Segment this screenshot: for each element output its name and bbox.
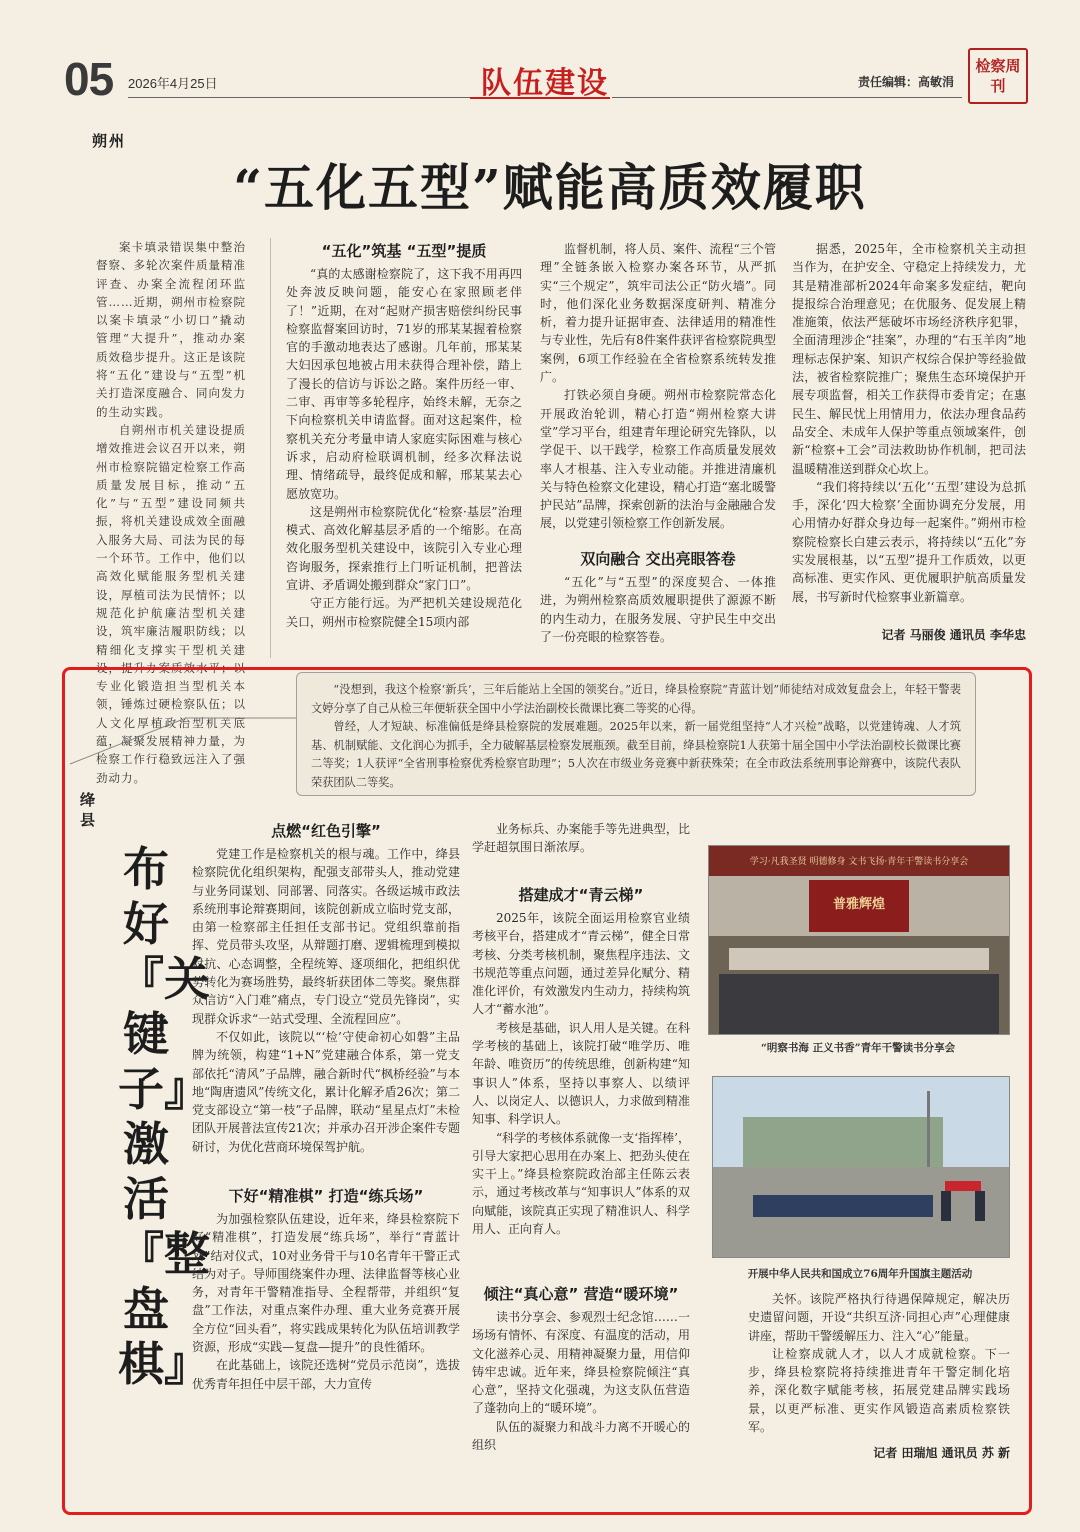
article1-col3b-body <box>540 573 776 649</box>
article1-subhead-2: 双向融合 交出亮眼答卷 <box>580 550 736 568</box>
photo1-caption: “明察书海 正义书香”青年干警读书分享会 <box>760 1042 956 1054</box>
decorative-corner-line <box>66 668 298 768</box>
paragraph: “我们将持续以‘五化’‘五型’建设为总抓手，深化‘四大检察’全面协调充分发展，用心用情办好群众身边每一起案件。”朔州市检察院检察长白建云表示，将持续以“五化”夯实发展根基，以“五型”提升工作质效，以更高标准、更实作风、更优履职护航高质量发展，书写新时代检察事业新篇章。 <box>792 479 1026 604</box>
article2-col2 <box>472 820 690 1472</box>
article2-subhead-4: 倾注“真心意” 营造“暖环境” <box>483 1285 679 1303</box>
paragraph: 关怀。该院严格执行待遇保障规定，解决历史遗留问题，开设“共织互济·同担心声”心理健康讲座，帮助干警缓解压力、注入“心”能量。 <box>748 1292 1010 1343</box>
article2-col2-top <box>472 820 690 874</box>
responsible-editor: 责任编辑：高敏涓 <box>858 75 955 89</box>
article2-col1b-body <box>192 1210 460 1478</box>
article2-subhead-3: 搭建成才“青云梯” <box>518 886 644 904</box>
paragraph: 考核是基础，识人用人是关键。在科学考核的基础上，该院打破“唯学历、唯年龄、唯资历”的传统思维，创新构建“知事识人”体系，坚持以事察人、以绩评人、以岗定人、以德识人，力求做到精准知事、科学识人。 <box>472 1020 690 1127</box>
paragraph: 让检察成就人才，以人才成就检察。下一步，绛县检察院将持续推进青年干警定制化培养，深化数字赋能考核，拓展党建品牌实践场景，以更严标准、更实作风锻造高素质检察铁军。 <box>748 1346 1010 1435</box>
article2-col1-body <box>192 845 460 1175</box>
article1-col3 <box>540 240 776 649</box>
paragraph: 守正方能行远。为严把机关建设规范化关口，朔州市检察院健全15项内部 <box>286 596 522 629</box>
article1-intro <box>96 238 246 785</box>
paragraph: “五化”与“五型”的深度契合、一体推进，为朔州检察高质效履职提供了源源不断的内生动力，在服务发展、守护民生中交出了一份亮眼的检察答卷。 <box>540 575 776 644</box>
article2-col2b-body <box>472 1308 690 1472</box>
article1-col2 <box>286 240 522 657</box>
flag-raising-photo <box>712 1076 1010 1258</box>
article1-headline: “五化五型”赋能高质效履职 <box>233 158 867 217</box>
paragraph: 这是朔州市检察院优化“检察·基层”治理模式、高效化解基层矛盾的一个缩影。在高效化服务型机关建设中，该院引入专业心理咨询服务，探索推行上门听证机制，把普法宣讲、矛盾调处搬到群众“家门口”。 <box>286 504 522 593</box>
article2-headline: 布好『关键子』激活『整盘棋』 <box>118 842 210 1391</box>
lead-paragraph: 曾经，人才短缺、标准偏低是绛县检察院的发展难题。2025年以来，新一届党组坚持“人才兴检”战略，以党建铸魂、人才筑基、机制赋能、文化润心为抓手，全力破解基层检察发展瓶颈。截至目前，绛县检察院1人获第十届全国中小学法治副校长微课比赛二等奖；1人获评“全省刑事检察优秀检察官助理”；5人次在市级业务竞赛中新获殊荣；在全市政法系统刑事论辩赛中，该院代表队荣获团队二等奖。 <box>311 720 961 789</box>
paragraph: 不仅如此，该院以“‘检’守使命初心如磐”主品牌为统领，构建“1+N”党建融合体系，第一党支部依托“清风”子品牌，融合新时代“枫桥经验”与本地“陶唐遗风”传统文化，累计化解矛盾26次；第二党支部设立“第一枝”子品牌，联动“星星点灯”未检团队开展普法宣传21次；并承办召开涉企案件专题研讨，为优化营商环境保驾护航。 <box>192 1029 460 1154</box>
paragraph: “科学的考核体系就像一支‘指挥棒’，引导大家把心思用在办案上、把劲头使在实干上。”绛县检察院政治部主任陈云表示，通过考核改革与“知事识人”体系的双向赋能，该院真正实现了精准识人、科学用人、正向育人。 <box>472 1130 690 1237</box>
article2-lead-box <box>296 672 976 796</box>
page-number: 05 <box>64 53 114 105</box>
reading-session-photo <box>708 845 1010 1035</box>
article1-col4 <box>792 240 1026 643</box>
paragraph: 监督机制，将人员、案件、流程“三个管理”全链条嵌入检察办案各环节，从严抓实“三个规定”，筑牢司法公正“防火墙”。同时，他们深化业务数据深度研判、精准分析，着力提升证据审查、法律适用的精准性与专业性，先后有8件案件获评省检察院典型案例，6项工作经验在全省检察系统转发推广。 <box>540 242 776 385</box>
paragraph: 读书分享会、参观烈士纪念馆……一场场有情怀、有深度、有温度的活动，用文化滋养心灵、用精神凝聚力量，用信仰铸牢忠诚。近年来，绛县检察院倾注“真心意”，坚持文化强魂，为这支队伍营造了蓬勃向上的“暖环境”。 <box>472 1310 690 1416</box>
paragraph: 在此基础上，该院还选树“党员示范岗”，选拔优秀青年担任中层干部，大力宣传 <box>192 1358 460 1391</box>
paragraph: 打铁必须自身硬。朔州市检察院常态化开展政治轮训，精心打造“朔州检察大讲堂”学习平台，组建青年理论研究先锋队，以学促干、以干践学，检察工作高质量发展效率人才根基、注入专业动能。并推进清廉机关与特色检察文化建设，精心打造“塞北暖警护民站”品牌，探索创新的法治与金融融合发展，以党建引领检察工作创新发展。 <box>540 388 776 531</box>
section-title: 队伍建设 <box>481 66 609 101</box>
article2-subhead-2: 下好“精准棋” 打造“练兵场” <box>228 1187 424 1205</box>
article1-byline: 记者 马丽俊 通讯员 李华忠 <box>881 628 1026 642</box>
article2-col3-body <box>748 1290 1010 1436</box>
paragraph: 队伍的凝聚力和战斗力离不开暖心的组织 <box>472 1419 690 1453</box>
article1-col2-body <box>286 265 522 657</box>
flag-raising-scene <box>713 1077 1009 1257</box>
paragraph: 2025年，该院全面运用检察官业绩考核平台，搭建成才“青云梯”，健全日常考核、分类考核机制，聚焦程序违法、文书规范等重点问题，通过差异化赋分、精准化评价，有效激发内生动力，持续构筑人才“蓄水池”。 <box>472 911 690 1017</box>
article2-col3 <box>748 1290 1010 1461</box>
photo-banner: 学习·凡我圣贤 明德修身 文书飞扬·青年干警读书分享会 <box>749 857 969 867</box>
article2-byline: 记者 田瑞旭 通讯员 苏 新 <box>873 1446 1010 1460</box>
photo-screen-text: 普雅辉煌 <box>832 897 886 912</box>
article2-subhead-1: 点燃“红色引擎” <box>271 822 381 840</box>
paragraph: 据悉，2025年，全市检察机关主动担当作为，在护安全、守稳定上持续发力，尤其是精准部析2024年命案多发症结，靶向提报综合治理意见；在优服务、促发展上精准施策，依法严惩破坏市场经济秩序犯罪，全面清理涉企“挂案”，办理的“右玉羊肉”地理标志保护案、知识产权综合保护等经验做法，被省检察院推广；聚焦生态环境保护开展专项监督，相关工作获得市委肯定；在惠民生、解民忧上用情用力，依法办理食品药品安全、未成年人保护等重点领域案件，创新“检察+工会”司法救助协作机制，把司法温暖精准送到群众心坎上。 <box>792 242 1026 476</box>
publication-seal: 检察周刊 <box>968 48 1028 104</box>
article2-col1 <box>192 820 460 1478</box>
paragraph: 党建工作是检察机关的根与魂。工作中，绛县检察院优化组织架构，配强支部带头人，推动党建与业务同谋划、同部署、同落实。各级运城市政法系统刑事论辩赛期间，该院创新成立临时党支部，由第一检察部主任担任支部书记。党组织靠前指挥、党员带头攻坚，从辩题打磨、逻辑梳理到模拟对抗、心态调整，全程统筹、逐项细化，把组织优势转化为赛场胜势，最终斩获团体二等奖。聚焦群众信访“入门难”痛点，专门设立“党员先锋岗”，实现群众诉求“一站式受理、全流程回应”。 <box>192 847 460 1026</box>
photo2-caption: 开展中华人民共和国成立76周年升国旗主题活动 <box>747 1268 973 1280</box>
paragraph: 业务标兵、办案能手等先进典型，比学赶超氛围日渐浓厚。 <box>472 822 690 855</box>
column-divider <box>270 238 271 658</box>
issue-date: 2026年4月25日 <box>128 76 218 91</box>
article1-location: 朔州 <box>92 132 127 150</box>
masthead-rule-left <box>128 97 470 98</box>
article1-intro-p2: 自朔州市机关建设提质增效推进会议召开以来，朔州市检察院锚定检察工作高质量发展目标，推动“五化”与“五型”建设同频共振，将机关建设成效全面融入服务大局、司法为民的每一个环节。工作中，他们以高效化赋能服务型机关建设，厚植司法为民情怀；以规范化护航廉洁型机关建设，筑牢廉洁履职防线；以精细化支撑实干型机关建设，提升办案质效水平；以专业化锻造担当型机关本领，锤炼过硬检察队伍；以人文化厚植政治型机关底蕴，凝聚发展精神力量，为检察工作行稳致远注入了强劲动力。 <box>96 422 246 785</box>
article2-col2-body <box>472 909 690 1271</box>
article1-intro-p1: 案卡填录错误集中整治督察、多轮次案件质量精准评查、办案全流程闭环监管……近期，朔州市检察院以案卡填录“小切口”撬动管理“大提升”，推动办案质效稳步提升。这正是该院将“五化”建设与“五型”机关打造深度融合、同向发力的生动实践。 <box>96 240 246 419</box>
paragraph: 为加强检察队伍建设，近年来，绛县检察院下好“精准棋”，打造发展“练兵场”，举行“青蓝计划”结对仪式，10对业务骨干与10名青年干警正式结为对子。导师围绕案件办理、法律监督等核心业务，对青年干警精准指导、全程帮带，并组织“复盘”工作法，对重点案件办理、重大业务竞赛开展全方位“回头看”，将实践成果转化为队伍培训教学资源，形成“实践—复盘—提升”的良性循环。 <box>192 1212 460 1355</box>
masthead-rule-right <box>612 97 962 98</box>
lead-paragraph: “没想到，我这个检察‘新兵’，三年后能站上全国的领奖台。”近日，绛县检察院“青蓝计划”师徒结对成效复盘会上，年轻干警裴文婷分享了自己从检三年便斩获全国中小学法治副校长微课比赛二等奖的心得。 <box>311 683 961 715</box>
reading-session-scene <box>709 846 1009 1034</box>
article1-subhead-1: “五化”筑基 “五型”提质 <box>321 242 487 260</box>
paragraph: “真的太感谢检察院了，这下我不用再四处奔波反映问题，能安心在家照顾老伴了！”近期，在对“起财产损害赔偿纠纷民事检察监督案回访时，71岁的邢某某握着检察官的手激动地表达了感谢。几年前，邢某某大妇因承包地被占用未获得合理补偿，踏上了漫长的信访与诉讼之路。案件历经一审、二审、再审等多轮程序，始终未解，无奈之下向检察机关申请监督。面对这起案件，检察机关充分考量申请人家庭实际困难与核心诉求，启动府检联调机制，经多次释法说理、情绪疏导，最终促成和解，邢某某去心愿放宽功。 <box>286 267 522 501</box>
article2-location: 绛县 <box>80 791 96 829</box>
article1-col4-body <box>792 240 1026 620</box>
article1-col3-body <box>540 240 776 540</box>
